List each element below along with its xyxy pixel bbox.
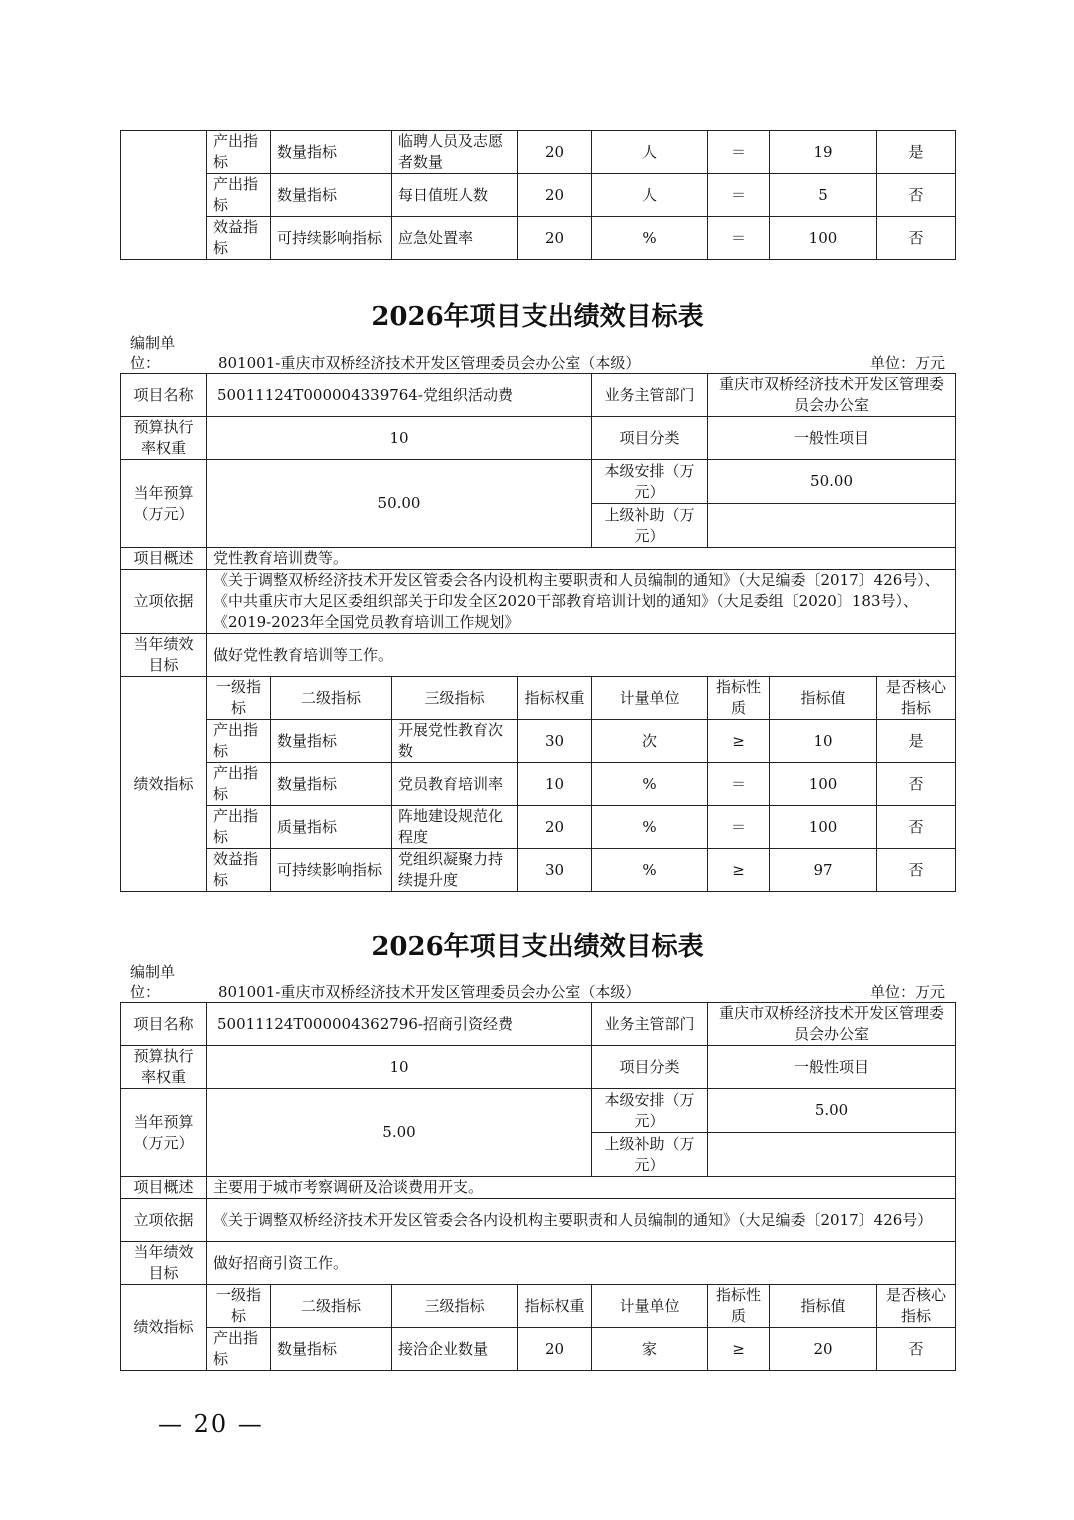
level1-cell: 产出指标: [207, 131, 271, 174]
level2-cell: 数量指标: [271, 174, 392, 217]
nature-cell: ＝: [708, 174, 770, 217]
table-row: [121, 174, 956, 217]
value-cell: 100: [770, 763, 877, 806]
header-weight: 指标权重: [518, 677, 592, 720]
editor-unit-label: 编制单位：: [130, 334, 176, 372]
weight-cell: 30: [518, 849, 592, 892]
level3-cell: 党员教育培训率: [392, 763, 518, 806]
value-cell: 5: [770, 174, 877, 217]
core-cell: 否: [877, 763, 956, 806]
unit-cell: %: [592, 763, 708, 806]
value-cell: 100: [770, 217, 877, 260]
nature-cell: ＝: [708, 131, 770, 174]
header-level2: 二级指标: [271, 1285, 392, 1328]
level2-cell: 数量指标: [271, 720, 392, 763]
money-unit: 单位：万元: [869, 354, 945, 372]
table-row: [121, 460, 956, 504]
basis-label: 立项依据: [121, 570, 207, 634]
core-cell: 否: [877, 806, 956, 849]
level2-cell: 数量指标: [271, 131, 392, 174]
upper-label: 上级补助（万元）: [592, 504, 708, 548]
money-unit: 单位：万元: [869, 983, 945, 1001]
unit-cell: %: [592, 217, 708, 260]
core-cell: 否: [877, 849, 956, 892]
perf-label: 绩效指标: [121, 1285, 207, 1371]
editor-org: 801001-重庆市双桥经济技术开发区管理委员会办公室（本级）: [218, 983, 641, 1001]
table-row: [121, 1046, 956, 1089]
summary-label: 项目概述: [121, 548, 207, 570]
goal-value: 做好党性教育培训等工作。: [207, 634, 956, 677]
upper-label: 上级补助（万元）: [592, 1133, 708, 1177]
upper-value: [708, 504, 956, 548]
table-row: [121, 1003, 956, 1046]
header-level3: 三级指标: [392, 1285, 518, 1328]
table1-unit-line: [120, 333, 955, 375]
header-level2: 二级指标: [271, 677, 392, 720]
level3-cell: 应急处置率: [392, 217, 518, 260]
table-row: [121, 634, 956, 677]
level3-cell: 开展党性教育次数: [392, 720, 518, 763]
header-core: 是否核心指标: [877, 677, 956, 720]
category-value: 一般性项目: [708, 417, 956, 460]
local-value: 50.00: [708, 460, 956, 504]
unit-cell: 家: [592, 1328, 708, 1371]
project-name-label: 项目名称: [121, 1003, 207, 1046]
nature-cell: ≥: [708, 849, 770, 892]
table1: [120, 373, 956, 892]
table2-title: 2026年项目支出绩效目标表: [371, 932, 704, 962]
nature-cell: ＝: [708, 217, 770, 260]
table-row: [121, 131, 956, 174]
level3-cell: 党组织凝聚力持续提升度: [392, 849, 518, 892]
unit-cell: %: [592, 849, 708, 892]
level2-cell: 数量指标: [271, 1328, 392, 1371]
table-row: [121, 417, 956, 460]
project-name-value: 50011124T000004339764-党组织活动费: [207, 374, 592, 417]
table-row: [121, 1242, 956, 1285]
level2-cell: 可持续影响指标: [271, 849, 392, 892]
nature-cell: ≥: [708, 720, 770, 763]
table-row: [121, 763, 956, 806]
weight-cell: 20: [518, 131, 592, 174]
level3-cell: 阵地建设规范化程度: [392, 806, 518, 849]
value-cell: 100: [770, 806, 877, 849]
budget-value: 5.00: [207, 1089, 592, 1177]
value-cell: 10: [770, 720, 877, 763]
header-weight: 指标权重: [518, 1285, 592, 1328]
level3-cell: 接洽企业数量: [392, 1328, 518, 1371]
local-label: 本级安排（万元）: [592, 1089, 708, 1133]
level1-cell: 效益指标: [207, 849, 271, 892]
category-label: 项目分类: [592, 417, 708, 460]
exec-weight-value: 10: [207, 417, 592, 460]
dept-value: 重庆市双桥经济技术开发区管理委员会办公室: [708, 1003, 956, 1046]
level3-cell: 每日值班人数: [392, 174, 518, 217]
dept-label: 业务主管部门: [592, 1003, 708, 1046]
goal-label: 当年绩效目标: [121, 1242, 207, 1285]
level2-cell: 数量指标: [271, 763, 392, 806]
core-cell: 是: [877, 720, 956, 763]
header-nature: 指标性质: [708, 677, 770, 720]
level2-cell: 可持续影响指标: [271, 217, 392, 260]
editor-org: 801001-重庆市双桥经济技术开发区管理委员会办公室（本级）: [218, 354, 641, 372]
exec-weight-label: 预算执行率权重: [121, 417, 207, 460]
exec-weight-value: 10: [207, 1046, 592, 1089]
goal-value: 做好招商引资工作。: [207, 1242, 956, 1285]
nature-cell: ＝: [708, 806, 770, 849]
weight-cell: 20: [518, 806, 592, 849]
header-nature: 指标性质: [708, 1285, 770, 1328]
level3-cell: 临聘人员及志愿者数量: [392, 131, 518, 174]
unit-cell: %: [592, 806, 708, 849]
table-row: [121, 1177, 956, 1199]
top-indicator-table: [120, 130, 956, 260]
unit-cell: 人: [592, 174, 708, 217]
unit-cell: 次: [592, 720, 708, 763]
level1-cell: 产出指标: [207, 763, 271, 806]
header-level1: 一级指标: [207, 1285, 271, 1328]
weight-cell: 20: [518, 1328, 592, 1371]
table-row: [121, 1199, 956, 1242]
perf-label: 绩效指标: [121, 677, 207, 892]
table-row: [121, 677, 956, 720]
budget-value: 50.00: [207, 460, 592, 548]
header-unit: 计量单位: [592, 677, 708, 720]
local-label: 本级安排（万元）: [592, 460, 708, 504]
header-unit: 计量单位: [592, 1285, 708, 1328]
header-value: 指标值: [770, 677, 877, 720]
table-row: [121, 1328, 956, 1371]
weight-cell: 30: [518, 720, 592, 763]
level1-cell: 效益指标: [207, 217, 271, 260]
level1-cell: 产出指标: [207, 174, 271, 217]
header-level1: 一级指标: [207, 677, 271, 720]
table-row: [121, 1285, 956, 1328]
category-value: 一般性项目: [708, 1046, 956, 1089]
value-cell: 20: [770, 1328, 877, 1371]
value-cell: 97: [770, 849, 877, 892]
summary-label: 项目概述: [121, 1177, 207, 1199]
header-value: 指标值: [770, 1285, 877, 1328]
weight-cell: 20: [518, 217, 592, 260]
summary-value: 党性教育培训费等。: [207, 548, 956, 570]
weight-cell: 10: [518, 763, 592, 806]
core-cell: 是: [877, 131, 956, 174]
table-row: [121, 720, 956, 763]
unit-cell: 人: [592, 131, 708, 174]
table-row: [121, 806, 956, 849]
level1-cell: 产出指标: [207, 720, 271, 763]
table1-title: 2026年项目支出绩效目标表: [371, 302, 704, 332]
table2: [120, 1002, 956, 1371]
table-row: [121, 374, 956, 417]
core-cell: 否: [877, 217, 956, 260]
dept-value: 重庆市双桥经济技术开发区管理委员会办公室: [708, 374, 956, 417]
empty-cell: [121, 131, 207, 260]
value-cell: 19: [770, 131, 877, 174]
upper-value: [708, 1133, 956, 1177]
table-row: [121, 849, 956, 892]
nature-cell: ＝: [708, 763, 770, 806]
header-core: 是否核心指标: [877, 1285, 956, 1328]
level1-cell: 产出指标: [207, 806, 271, 849]
editor-unit-label: 编制单位：: [130, 963, 176, 1001]
project-name-label: 项目名称: [121, 374, 207, 417]
basis-label: 立项依据: [121, 1199, 207, 1242]
dept-label: 业务主管部门: [592, 374, 708, 417]
level2-cell: 质量指标: [271, 806, 392, 849]
exec-weight-label: 预算执行率权重: [121, 1046, 207, 1089]
category-label: 项目分类: [592, 1046, 708, 1089]
table-row: [121, 570, 956, 634]
local-value: 5.00: [708, 1089, 956, 1133]
nature-cell: ≥: [708, 1328, 770, 1371]
project-name-value: 50011124T000004362796-招商引资经费: [207, 1003, 592, 1046]
weight-cell: 20: [518, 174, 592, 217]
basis-value: 《关于调整双桥经济技术开发区管委会各内设机构主要职责和人员编制的通知》（大足编委〔2017〕426号）: [207, 1199, 956, 1242]
level1-cell: 产出指标: [207, 1328, 271, 1371]
table-row: [121, 548, 956, 570]
table-row: [121, 1089, 956, 1133]
page-number: — 20 —: [158, 1410, 264, 1438]
budget-label: 当年预算（万元）: [121, 460, 207, 548]
core-cell: 否: [877, 1328, 956, 1371]
table2-unit-line: [120, 962, 955, 1004]
header-level3: 三级指标: [392, 677, 518, 720]
basis-value: 《关于调整双桥经济技术开发区管委会各内设机构主要职责和人员编制的通知》（大足编委〔2017〕426号）、 《中共重庆市大足区委组织部关于印发全区2020干部教育培训计划的通知》（大足委组〔2020〕183号）、 《2019-2023年全国党员教育培训工作规划》: [207, 570, 956, 634]
summary-value: 主要用于城市考察调研及洽谈费用开支。: [207, 1177, 956, 1199]
table-row: [121, 217, 956, 260]
goal-label: 当年绩效目标: [121, 634, 207, 677]
budget-label: 当年预算（万元）: [121, 1089, 207, 1177]
core-cell: 否: [877, 174, 956, 217]
